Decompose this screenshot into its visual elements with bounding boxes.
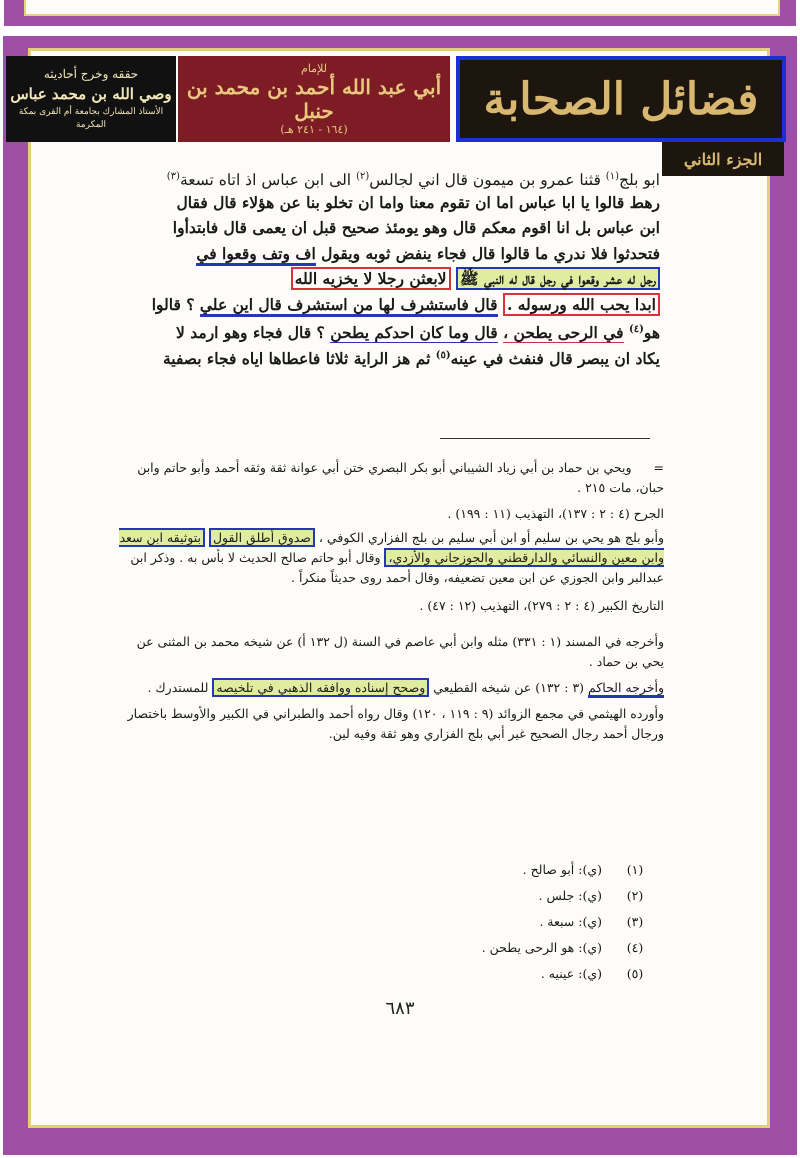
editor-line-2: وصي الله بن محمد عباس	[10, 85, 172, 104]
author-banner	[178, 56, 450, 142]
note-6-b: (٣ : ١٣٢) عن شيخه القطيعي	[433, 680, 585, 695]
note-paragraph-3	[116, 528, 664, 588]
underlined-phrase-5: يكاد ان يبصر	[578, 349, 660, 368]
footnote-item	[380, 882, 660, 908]
main-line-6-tail: ؟ قالوا	[151, 294, 195, 314]
underlined-phrase: اف وتف وقعوا في	[196, 244, 315, 266]
chain-text: قثنا عمرو بن ميمون قال اني لجالس	[369, 171, 601, 190]
main-line-2: رهط قالوا يا ابا عباس اما ان تقوم معنا واما ان تخلو بنا عن هؤلاء قال فقال	[176, 192, 660, 212]
footnote-number: (٢)	[626, 887, 644, 903]
note-paragraph-2: الجرح (٤ : ٢ : ١٣٧)، التهذيب (١١ : ١٩٩) .	[447, 506, 664, 521]
note-paragraph-4: التاريخ الكبير (٤ : ٢ : ٢٧٩)، التهذيب (١٢ : ٤٧) .	[419, 598, 664, 613]
book-title: فضائل الصحابة	[483, 73, 759, 125]
note-1-text: ويحي بن حماد بن أبي زياد الشيباني أبو بكر البصري ختن أبي عوانة ثقة وثقه أحمد وأبو حاتم وابن حبان، مات ٢١٥ .	[137, 460, 664, 495]
footnote-number: (٣)	[626, 913, 644, 929]
book-title-banner	[456, 56, 786, 142]
main-text	[120, 164, 660, 368]
main-line-7-start: هو	[643, 323, 660, 343]
top-page-edge	[0, 0, 800, 30]
main-line-7-tail: ؟ قال فجاء وهو ارمد لا	[176, 323, 325, 343]
editor-line-3: الأستاذ المشارك بجامعة أم القرى بمكة المكرمة	[18, 106, 164, 131]
continuation-mark: =	[653, 460, 664, 475]
highlighted-phrase: رجل له عشر وقعوا في رجل قال له النبي ﷺ	[456, 267, 660, 290]
top-paper-strip	[24, 0, 780, 16]
main-line-8	[120, 343, 660, 369]
footnote-text: (ي): هو الرحى يطحن .	[481, 939, 602, 955]
separator-line	[440, 438, 650, 439]
main-line-6	[120, 292, 660, 318]
note-paragraph-1	[116, 458, 664, 498]
chain-text-2: الى ابن عباس اذ اتاه تسعة	[179, 171, 352, 190]
footnotes	[380, 856, 660, 986]
underlined-phrase-6: قال فنفث في عينه	[451, 349, 573, 368]
footnote-number: (٤)	[626, 939, 644, 955]
note-6-d: للمستدرك .	[147, 680, 209, 695]
underlined-phrase-2: قال فاستشرف لها من استشرف قال اين علي	[200, 295, 498, 317]
main-line-5	[120, 266, 660, 292]
spacer	[116, 616, 664, 632]
footnote-number: (٥)	[626, 965, 644, 981]
main-line-8-tail: ثم هز الراية ثلاثا فاعطاها اياه فجاء بصفية	[162, 348, 431, 368]
note-6-boxed: وصحح إسناده ووافقه الذهبي في تلخيصه	[212, 678, 429, 697]
note-3-d: وقال أبو حاتم صالح الحديث لا بأس به . وذكر ابن عبدالبر وابن الجوزي عن ابن معين تضعيفه، وقال أحمد روى حديثاً منكراً .	[130, 550, 664, 585]
note-3-boxed: صدوق أطلق القول	[209, 528, 315, 547]
footnote-item	[380, 960, 660, 986]
underlined-phrase-4: قال وما كان احدكم يطحن	[330, 323, 498, 342]
main-line-3: ابن عباس بل انا اقوم معكم قال وهو يومئذ صحيح قبل ان يعمى قال فابتدأوا	[172, 218, 660, 237]
footnote-item	[380, 908, 660, 934]
footnote-item	[380, 856, 660, 882]
volume-label: الجزء الثاني	[662, 142, 784, 176]
footnote-text: (ي): أبو صالح .	[522, 861, 602, 877]
footnote-item	[380, 934, 660, 960]
main-line-4-text: فتحدثوا فلا ندري ما قالوا قال فجاء ينفض ثوبه ويقول	[321, 243, 660, 263]
main-line-7	[120, 317, 660, 343]
author-prefix: للإمام	[301, 62, 327, 75]
footnote-ref-4: (٤)	[628, 324, 644, 335]
main-line-4	[120, 241, 660, 267]
note-paragraph-6	[116, 678, 664, 698]
editor-banner	[6, 56, 176, 142]
main-line-1	[120, 164, 660, 190]
boxed-hadith-phrase: لابعثن رجلا لا يخزيه الله	[291, 267, 451, 290]
footnote-ref-1: (١)	[605, 171, 619, 182]
author-name: أبي عبد الله أحمد بن محمد بن حنبل	[186, 75, 442, 123]
commentary	[116, 458, 664, 744]
note-paragraph-7: وأورده الهيثمي في مجمع الزوائد (٩ : ١١٩ ، ١٢٠) وقال رواه أحمد والطبراني في الكبير والأوسط باختصار ورجال أحمد رجال الصحيح غير أبي بلج الفزاري وهو ثقة وفيه لين.	[127, 706, 664, 741]
note-6-underlined: وأخرجه الحاكم	[588, 680, 664, 698]
footnote-text: (ي): سبعة .	[539, 913, 602, 929]
page-number: ٦٨٣	[385, 998, 415, 1019]
note-3-boxed-2: بتوثيقه ابن سعد وابن معين والنسائي والدارقطني والجوزجاني والأزدي،	[119, 530, 664, 565]
editor-line-1: حققه وخرج أحاديثه	[43, 67, 139, 82]
author-dates: (١٦٤ - ٢٤١ هـ)	[280, 123, 348, 136]
narrator-name: ابو بلج	[618, 171, 660, 190]
note-3-a: وأبو بلج هو يحي بن سليم أو ابن أبي سليم بن بلج الفزاري الكوفي ،	[318, 530, 664, 545]
footnote-text: (ي): جلس .	[538, 887, 602, 903]
footnote-text: (ي): عينيه .	[540, 965, 602, 981]
footnote-number: (١)	[626, 861, 644, 877]
footnote-ref-2: (٢)	[356, 171, 370, 182]
note-paragraph-5: وأخرجه في المسند (١ : ٣٣١) مثله وابن أبي عاصم في السنة (ل ١٣٢ أ) عن شيخه محمد بن المثنى عن يحي بن حماد .	[136, 634, 664, 669]
footnote-ref-3: (٣)	[166, 171, 180, 182]
boxed-phrase-2: ابدا يحب الله ورسوله .	[503, 293, 660, 316]
underlined-phrase-3: في الرحى يطحن ،	[503, 323, 623, 342]
footnote-ref-5: (٥)	[435, 349, 451, 361]
